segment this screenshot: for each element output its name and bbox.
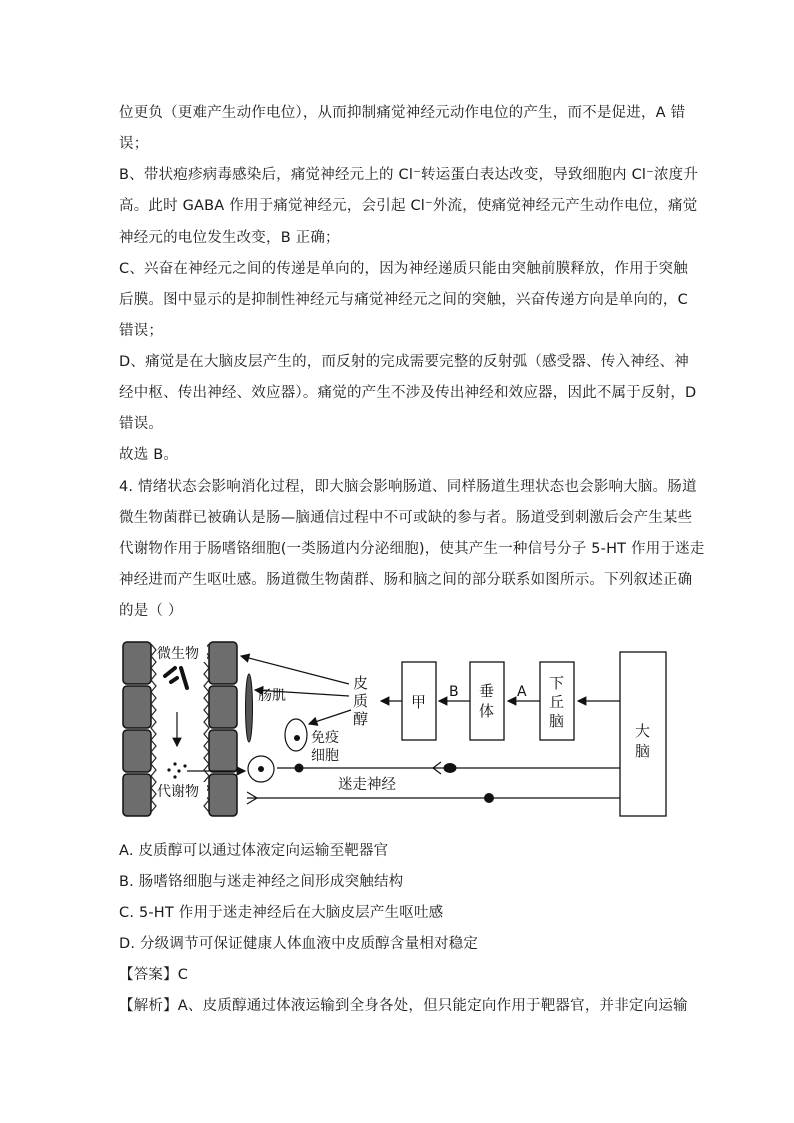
brain-label-2: 脑 [635,742,651,760]
gut-brain-diagram [119,638,669,820]
text-line: 错误。 [119,416,164,432]
hypothalamus-label-3: 脑 [549,712,565,730]
text-line: D、痛觉是在大脑皮层产生的，而反射的完成需要完整的反射弧（感受器、传入神经、神 [119,354,689,370]
text-line: 故选 B。 [119,447,179,463]
jia-label: 甲 [411,693,427,711]
analysis-line: 【解析】A、皮质醇通过体液运输到全身各处，但只能定向作用于靶器官，并非定向运输 [119,998,688,1014]
arrow-b-label: B [449,684,459,700]
text-line: 高。此时 GABA 作用于痛觉神经元，会引起 Cl⁻外流，使痛觉神经元产生动作电位，痛觉 [119,198,698,214]
text-line: 经中枢、传出神经、效应器）。痛觉的产生不涉及传出神经和效应器，因此不属于反射，D [119,385,697,401]
option-c: C. 5-HT 作用于迷走神经后在大脑皮层产生呕吐感 [119,905,444,921]
question-line: 的是（ ） [119,603,183,619]
immune-cell-label-1: 免疫 [311,730,339,746]
left-epithelium [123,642,156,816]
text-line: 错误； [119,323,164,339]
question-line: 4. 情绪状态会影响消化过程，即大脑会影响肠道、同样肠道生理状态也会影响大脑。肠道 [119,479,697,495]
option-d: D. 分级调节可保证健康人体血液中皮质醇含量相对稳定 [119,936,479,952]
gut-muscle-shape [246,674,253,742]
answer-line: 【答案】C [119,967,189,983]
text-line: 后膜。图中显示的是抑制性神经元与痛觉神经元之间的突触，兴奋传递方向是单向的，C [119,292,688,308]
hypothalamus-label-2: 丘 [549,693,565,711]
microbe-label: 微生物 [157,646,199,662]
pituitary-label-1: 垂 [479,682,495,700]
right-epithelium [204,642,237,816]
cortisol-label-3: 醇 [353,710,369,728]
arrow-a-label: A [517,684,527,700]
bacteria-icon [165,668,187,688]
immune-cell-shape [285,719,307,751]
hypothalamus-label-1: 下 [549,674,565,692]
metabolite-label: 代谢物 [157,784,199,800]
immune-cell-label-2: 细胞 [311,748,339,764]
text-line: 误； [119,136,149,152]
question-line: 神经进而产生呕吐感。肠道微生物菌群、肠和脑之间的部分联系如图所示。下列叙述正确 [119,572,693,588]
text-line: 位更负（更难产生动作电位），从而抑制痛觉神经元动作电位的产生，而不是促进，A 错 [119,105,686,121]
pituitary-box [470,662,504,740]
text-line: B、带状疱疹病毒感染后，痛觉神经元上的 Cl⁻转运蛋白表达改变，导致细胞内 Cl⁻浓度升 [119,167,699,183]
gut-muscle-label: 肠肌 [258,688,286,704]
vagus-nerve [247,762,620,804]
text-line: C、兴奋在神经元之间的传递是单向的，因为神经递质只能由突触前膜释放，作用于突触 [119,261,688,277]
brain-label-1: 大 [635,722,651,740]
vagus-nerve-label: 迷走神经 [338,777,396,793]
metabolite-dots-icon [167,762,186,778]
option-a: A. 皮质醇可以通过体液定向运输至靶器官 [119,843,389,859]
text-line: 神经元的电位发生改变，B 正确； [119,230,340,246]
cortisol-label-1: 皮 [353,674,369,692]
question-line: 微生物菌群已被确认是肠—脑通信过程中不可或缺的参与者。肠道受到刺激后会产生某些 [119,510,693,526]
pituitary-label-2: 体 [479,702,495,720]
option-b: B. 肠嗜铬细胞与迷走神经之间形成突触结构 [119,874,404,890]
question-line: 代谢物作用于肠嗜铬细胞(一类肠道内分泌细胞)，使其产生一种信号分子 5-HT 作用于迷走 [119,541,705,557]
cortisol-label-2: 质 [353,692,369,710]
